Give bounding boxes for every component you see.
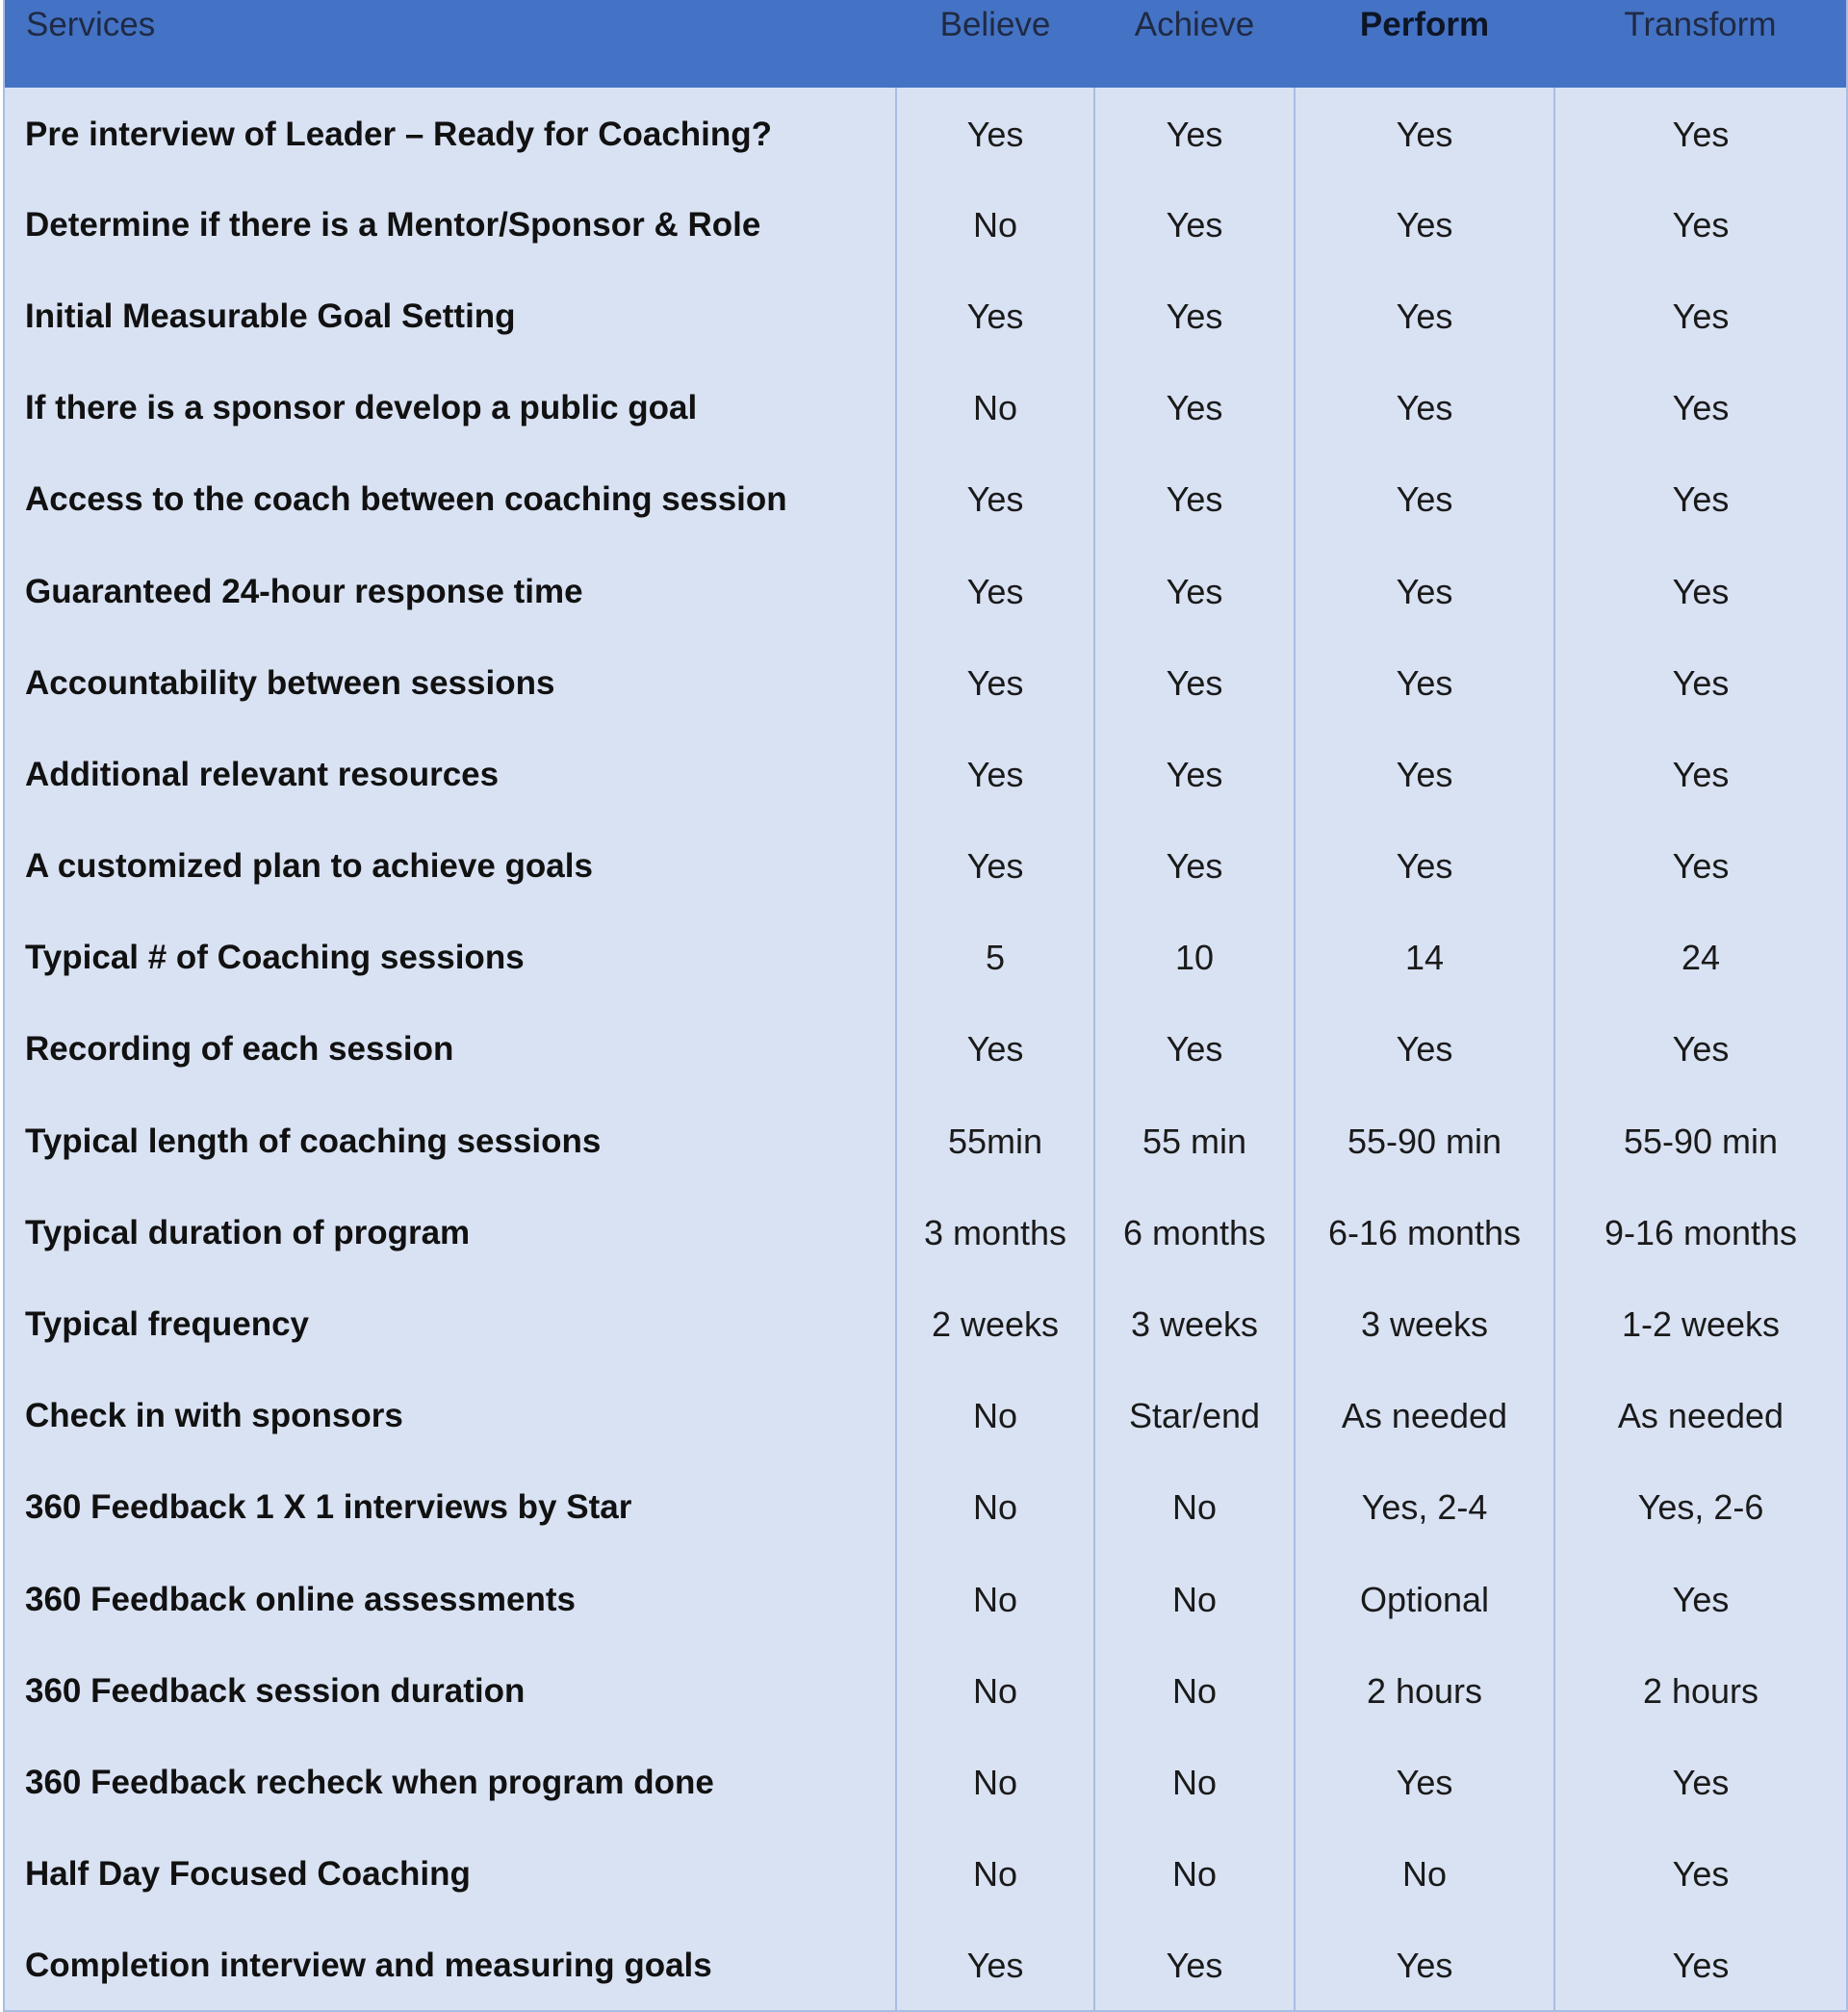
cell-perform: No bbox=[1295, 1829, 1554, 1921]
service-label: Typical length of coaching sessions bbox=[25, 1122, 602, 1160]
service-label: 360 Feedback recheck when program done bbox=[25, 1763, 714, 1801]
cell-believe: Yes bbox=[896, 637, 1094, 729]
service-label: Recording of each session bbox=[25, 1030, 454, 1069]
cell-believe: Yes bbox=[896, 1921, 1094, 2012]
cell-believe: Yes bbox=[896, 546, 1094, 637]
table-row bbox=[5, 1004, 1846, 1096]
cell-achieve: Yes bbox=[1094, 88, 1295, 179]
table-row bbox=[5, 1645, 1846, 1737]
cell-achieve: No bbox=[1094, 1829, 1295, 1921]
table-row bbox=[5, 1554, 1846, 1645]
table-row bbox=[5, 271, 1846, 362]
cell-believe: No bbox=[896, 179, 1094, 271]
cell-believe: No bbox=[896, 1554, 1094, 1645]
service-label: 360 Feedback 1 X 1 interviews by Star bbox=[25, 1488, 632, 1527]
cell-perform: 55-90 min bbox=[1295, 1096, 1554, 1187]
table-row bbox=[5, 1921, 1846, 2012]
cell-achieve: No bbox=[1094, 1462, 1295, 1554]
cell-transform: Yes bbox=[1554, 1737, 1846, 1828]
table-row bbox=[5, 179, 1846, 271]
cell-believe: No bbox=[896, 363, 1094, 454]
cell-transform: Yes bbox=[1554, 546, 1846, 637]
service-label: A customized plan to achieve goals bbox=[25, 847, 593, 886]
table-row bbox=[5, 88, 1846, 179]
cell-believe: 3 months bbox=[896, 1187, 1094, 1278]
table-row bbox=[5, 454, 1846, 546]
cell-perform: Yes bbox=[1295, 1921, 1554, 2012]
services-comparison-table bbox=[3, 0, 1848, 2012]
header-services: Services bbox=[26, 6, 156, 43]
service-label: Typical duration of program bbox=[25, 1213, 471, 1251]
cell-achieve: No bbox=[1094, 1554, 1295, 1645]
cell-believe: Yes bbox=[896, 88, 1094, 179]
table-row bbox=[5, 637, 1846, 729]
header-row bbox=[5, 0, 1846, 88]
table-row bbox=[5, 1187, 1846, 1278]
table-row bbox=[5, 821, 1846, 913]
cell-believe: No bbox=[896, 1371, 1094, 1462]
service-label: Guaranteed 24-hour response time bbox=[25, 572, 583, 610]
cell-perform: Yes bbox=[1295, 637, 1554, 729]
cell-achieve: Yes bbox=[1094, 637, 1295, 729]
table-row bbox=[5, 1278, 1846, 1370]
cell-transform: Yes bbox=[1554, 363, 1846, 454]
cell-believe: Yes bbox=[896, 454, 1094, 546]
service-label: Access to the coach between coaching session bbox=[25, 480, 787, 519]
table-row bbox=[5, 1829, 1846, 1921]
cell-believe: No bbox=[896, 1737, 1094, 1828]
header-transform: Transform bbox=[1624, 6, 1777, 43]
cell-perform: Yes bbox=[1295, 179, 1554, 271]
service-label: Typical frequency bbox=[25, 1305, 310, 1344]
cell-believe: No bbox=[896, 1462, 1094, 1554]
cell-transform: 1-2 weeks bbox=[1554, 1278, 1846, 1370]
cell-achieve: Yes bbox=[1094, 1921, 1295, 2012]
header-perform: Perform bbox=[1359, 6, 1490, 43]
service-label: 360 Feedback session duration bbox=[25, 1671, 526, 1710]
cell-achieve: 55 min bbox=[1094, 1096, 1295, 1187]
cell-perform: Yes bbox=[1295, 1737, 1554, 1828]
table-row bbox=[5, 363, 1846, 454]
cell-believe: 5 bbox=[896, 913, 1094, 1004]
cell-achieve: 6 months bbox=[1094, 1187, 1295, 1278]
cell-believe: Yes bbox=[896, 729, 1094, 820]
table-row bbox=[5, 1737, 1846, 1828]
cell-achieve: 3 weeks bbox=[1094, 1278, 1295, 1370]
service-label: Half Day Focused Coaching bbox=[25, 1855, 471, 1894]
cell-achieve: Yes bbox=[1094, 821, 1295, 913]
table-header bbox=[5, 0, 1846, 88]
cell-transform: Yes bbox=[1554, 1554, 1846, 1645]
cell-transform: Yes, 2-6 bbox=[1554, 1462, 1846, 1554]
service-label: Pre interview of Leader – Ready for Coaching? bbox=[25, 115, 773, 153]
cell-transform: Yes bbox=[1554, 1829, 1846, 1921]
cell-transform: 2 hours bbox=[1554, 1645, 1846, 1737]
cell-transform: Yes bbox=[1554, 454, 1846, 546]
cell-transform: Yes bbox=[1554, 1004, 1846, 1096]
cell-believe: No bbox=[896, 1829, 1094, 1921]
cell-perform: 14 bbox=[1295, 913, 1554, 1004]
service-label: Initial Measurable Goal Setting bbox=[25, 297, 516, 335]
cell-believe: Yes bbox=[896, 271, 1094, 362]
cell-perform: Yes bbox=[1295, 546, 1554, 637]
cell-achieve: Yes bbox=[1094, 546, 1295, 637]
table-row bbox=[5, 1371, 1846, 1462]
service-label: 360 Feedback online assessments bbox=[25, 1580, 576, 1618]
cell-perform: 6-16 months bbox=[1295, 1187, 1554, 1278]
service-label: Typical # of Coaching sessions bbox=[25, 939, 525, 977]
table-row bbox=[5, 1462, 1846, 1554]
cell-believe: No bbox=[896, 1645, 1094, 1737]
service-label: Check in with sponsors bbox=[25, 1397, 403, 1435]
cell-achieve: Yes bbox=[1094, 363, 1295, 454]
cell-perform: Yes bbox=[1295, 729, 1554, 820]
service-label: If there is a sponsor develop a public goal bbox=[25, 389, 698, 427]
cell-transform: Yes bbox=[1554, 179, 1846, 271]
cell-transform: Yes bbox=[1554, 271, 1846, 362]
cell-perform: As needed bbox=[1295, 1371, 1554, 1462]
cell-perform: Yes bbox=[1295, 821, 1554, 913]
cell-achieve: 10 bbox=[1094, 913, 1295, 1004]
cell-perform: Optional bbox=[1295, 1554, 1554, 1645]
cell-achieve: Yes bbox=[1094, 454, 1295, 546]
cell-transform: Yes bbox=[1554, 1921, 1846, 2012]
cell-achieve: Star/end bbox=[1094, 1371, 1295, 1462]
cell-perform: Yes bbox=[1295, 271, 1554, 362]
cell-achieve: No bbox=[1094, 1645, 1295, 1737]
cell-transform: Yes bbox=[1554, 637, 1846, 729]
cell-achieve: Yes bbox=[1094, 179, 1295, 271]
cell-perform: Yes, 2-4 bbox=[1295, 1462, 1554, 1554]
cell-perform: Yes bbox=[1295, 88, 1554, 179]
service-label: Completion interview and measuring goals bbox=[25, 1947, 712, 1985]
cell-believe: Yes bbox=[896, 1004, 1094, 1096]
table-row bbox=[5, 1096, 1846, 1187]
comparison-grid bbox=[5, 0, 1846, 2012]
cell-transform: Yes bbox=[1554, 729, 1846, 820]
cell-believe: 55min bbox=[896, 1096, 1094, 1187]
cell-transform: Yes bbox=[1554, 88, 1846, 179]
cell-transform: 55-90 min bbox=[1554, 1096, 1846, 1187]
cell-believe: Yes bbox=[896, 821, 1094, 913]
cell-transform: 24 bbox=[1554, 913, 1846, 1004]
cell-achieve: Yes bbox=[1094, 1004, 1295, 1096]
table-row bbox=[5, 913, 1846, 1004]
cell-transform: 9-16 months bbox=[1554, 1187, 1846, 1278]
table-row bbox=[5, 546, 1846, 637]
cell-believe: 2 weeks bbox=[896, 1278, 1094, 1370]
cell-perform: Yes bbox=[1295, 454, 1554, 546]
header-believe: Believe bbox=[939, 6, 1051, 43]
table-body bbox=[5, 88, 1846, 2012]
table-row bbox=[5, 729, 1846, 820]
cell-perform: Yes bbox=[1295, 1004, 1554, 1096]
cell-achieve: Yes bbox=[1094, 729, 1295, 820]
service-label: Accountability between sessions bbox=[25, 663, 555, 702]
cell-perform: 3 weeks bbox=[1295, 1278, 1554, 1370]
service-label: Additional relevant resources bbox=[25, 755, 500, 793]
service-label: Determine if there is a Mentor/Sponsor & Role bbox=[25, 205, 761, 244]
cell-perform: Yes bbox=[1295, 363, 1554, 454]
cell-transform: As needed bbox=[1554, 1371, 1846, 1462]
cell-transform: Yes bbox=[1554, 821, 1846, 913]
cell-achieve: Yes bbox=[1094, 271, 1295, 362]
header-achieve: Achieve bbox=[1134, 6, 1255, 43]
cell-achieve: No bbox=[1094, 1737, 1295, 1828]
cell-perform: 2 hours bbox=[1295, 1645, 1554, 1737]
